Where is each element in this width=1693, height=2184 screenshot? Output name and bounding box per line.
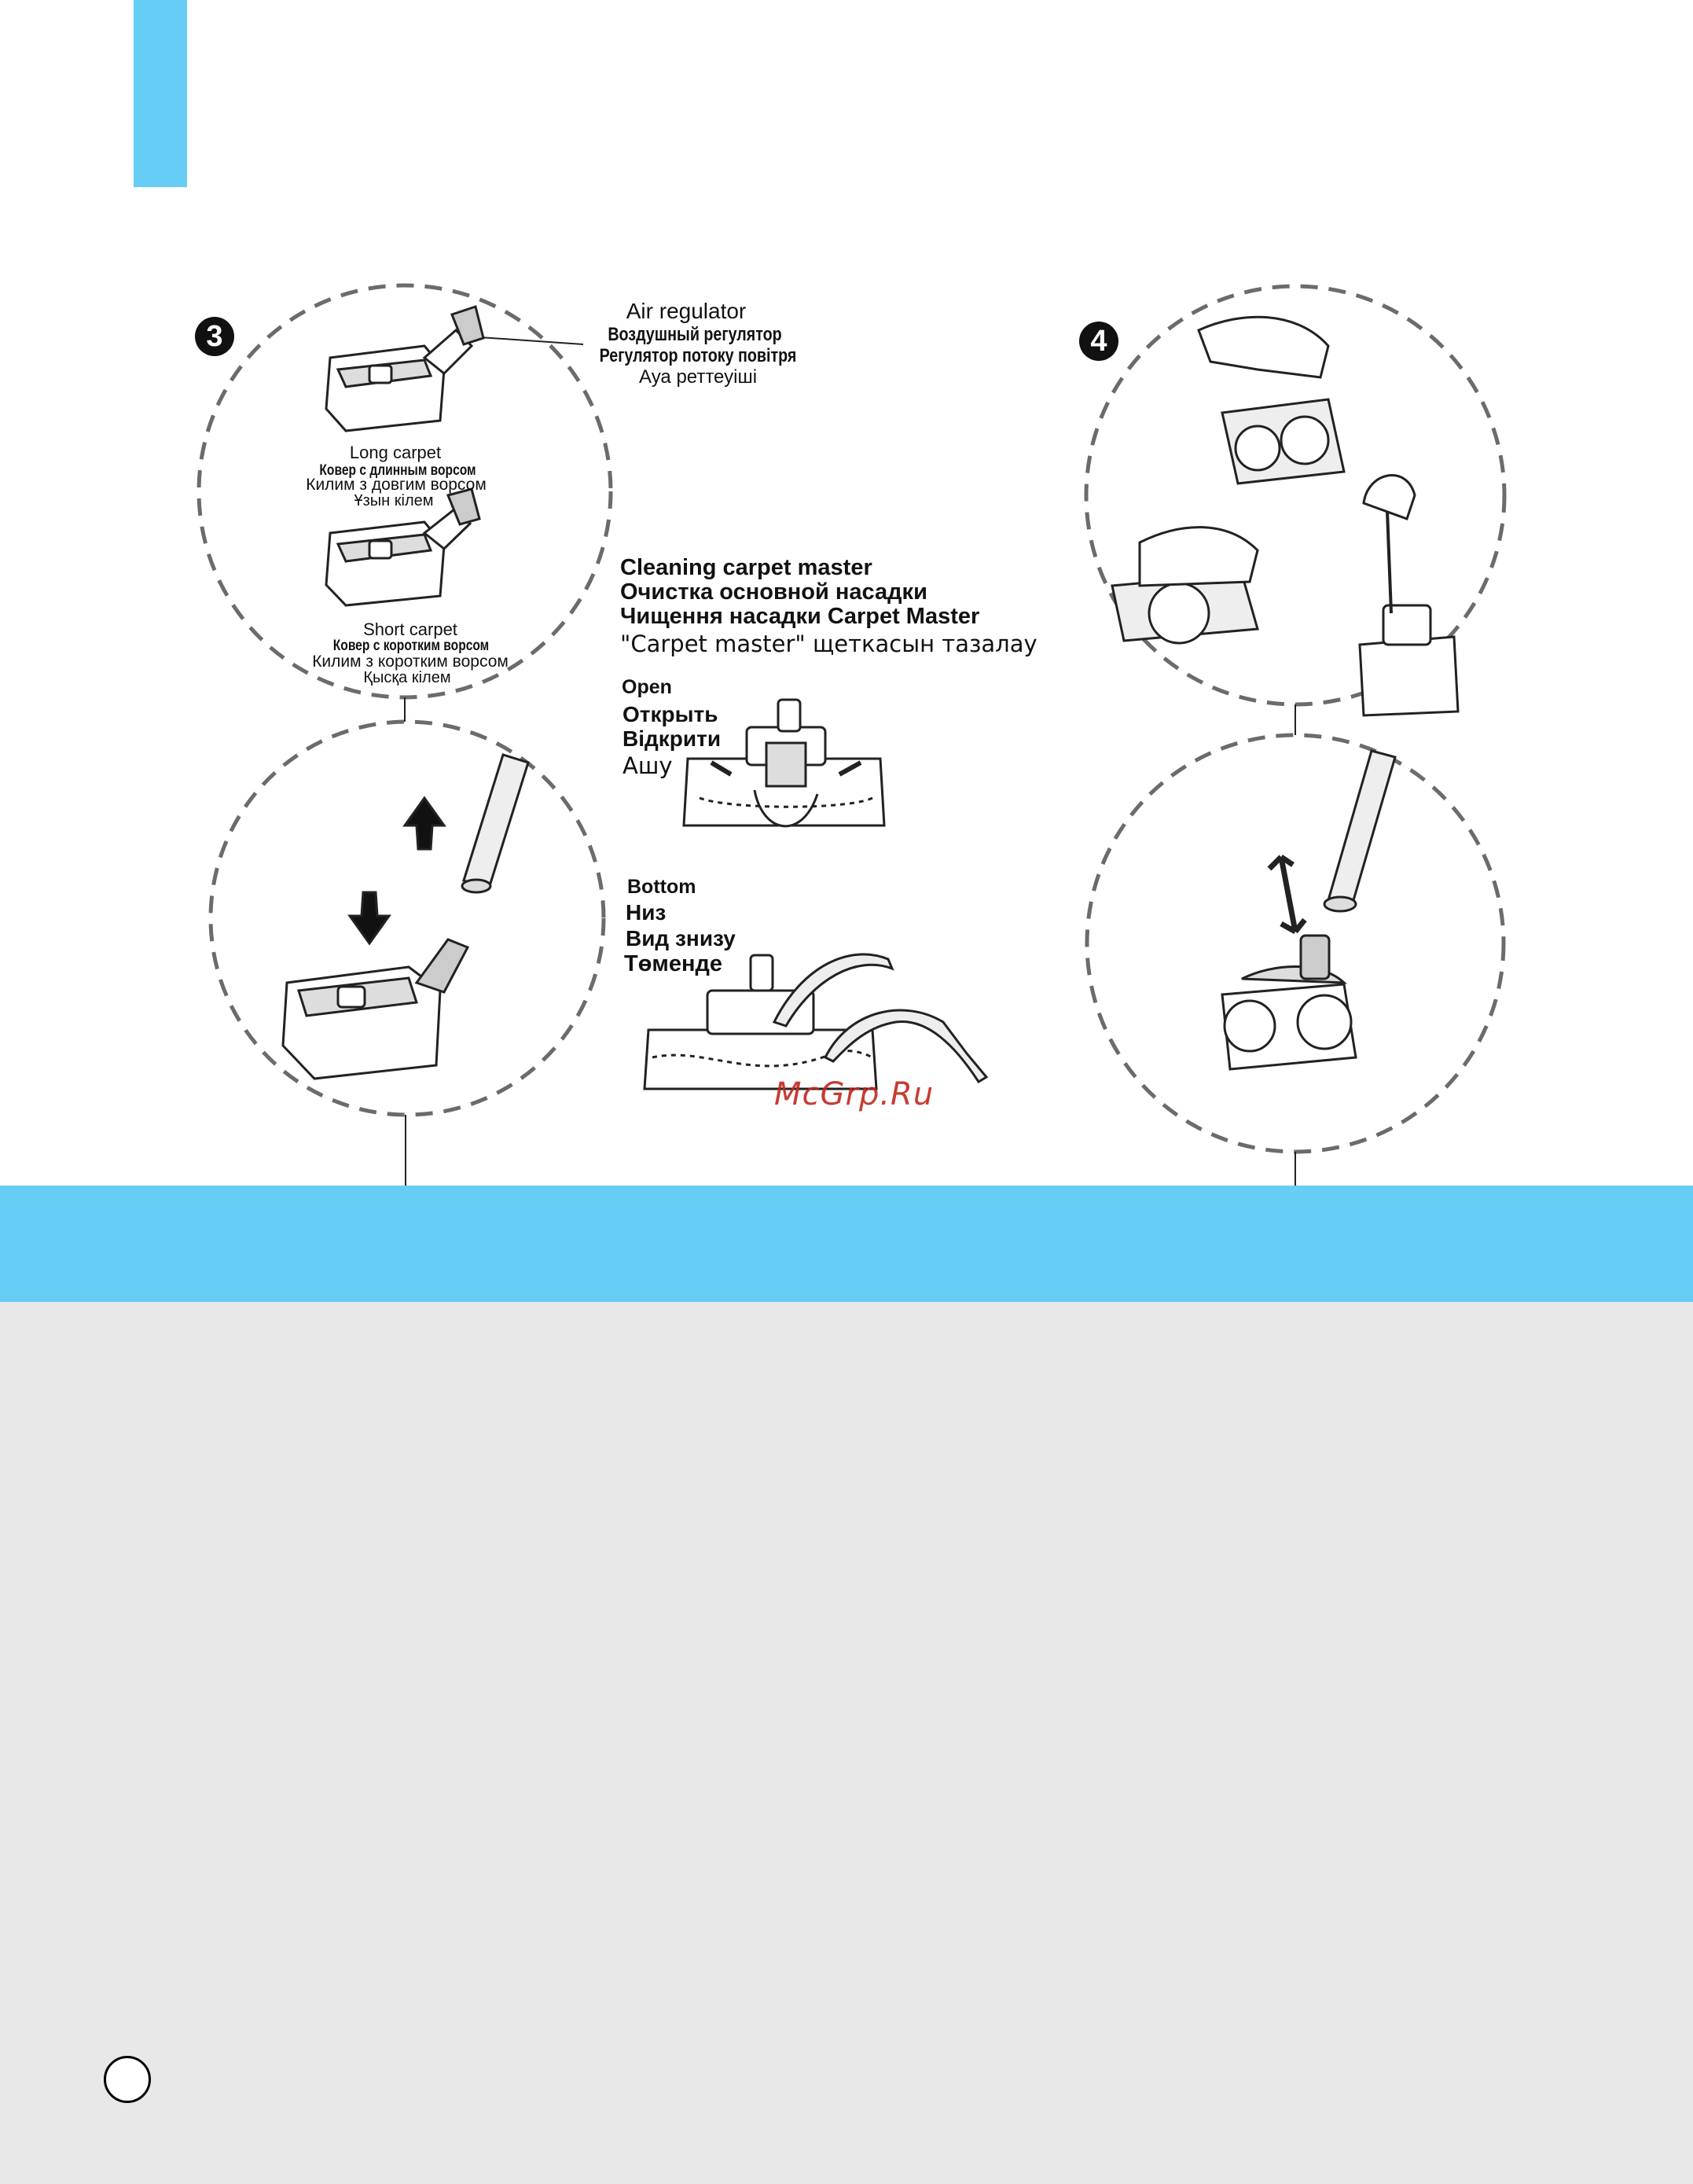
air-regulator-en: Air regulator [626,299,747,323]
short-carpet-kk: Қысқа кілем [363,669,451,686]
air-regulator-kk: Ауа реттеуіші [638,366,758,388]
page-number-circle [104,2056,151,2103]
step-3-badge: 3 [195,317,234,356]
long-carpet-nozzle [326,307,483,431]
short-carpet-en: Short carpet [363,620,457,639]
long-carpet-ru: Ковер с длинным ворсом [319,462,476,479]
cleaning-kk: "Carpet master" щеткасын тазалау [620,631,1037,657]
long-carpet-en: Long carpet [349,443,442,462]
bottom-uk: Вид знизу [626,926,736,950]
short-carpet-uk: Килим з коротким ворсом [312,653,509,671]
cleaning-en: Cleaning carpet master [620,555,872,580]
bottom-ru: Низ [626,900,667,925]
circle-attach-turbo [1087,735,1504,1152]
open-ru: Открыть [622,702,718,726]
lower-panel [0,1302,1693,2184]
tube-and-nozzle-left [283,755,528,1079]
step-4-badge: 4 [1079,322,1118,361]
long-carpet-uk: Килим з довгим ворсом [306,476,487,494]
air-regulator-uk: Регулятор потоку повітря [599,345,797,366]
watermark: McGrp.Ru [774,1076,935,1112]
section-band [0,1186,1693,1302]
long-carpet-kk: Ұзын кілем [354,492,434,509]
open-en: Open [622,676,672,698]
cleaning-uk: Чищення насадки Carpet Master [620,604,980,629]
bottom-en: Bottom [627,876,696,898]
cleaning-ru: Очистка основной насадки [620,579,927,605]
tube-and-turbo-right [1222,751,1395,1069]
short-carpet-ru: Ковер с коротким ворсом [332,638,490,654]
air-regulator-leader [468,336,583,344]
bottom-kk: Төменде [624,951,723,976]
open-uk: Відкрити [622,726,722,751]
open-kk: Ашу [622,752,673,779]
brush-cleaning [1112,317,1458,715]
air-regulator-ru: Воздушный регулятор [608,324,782,345]
